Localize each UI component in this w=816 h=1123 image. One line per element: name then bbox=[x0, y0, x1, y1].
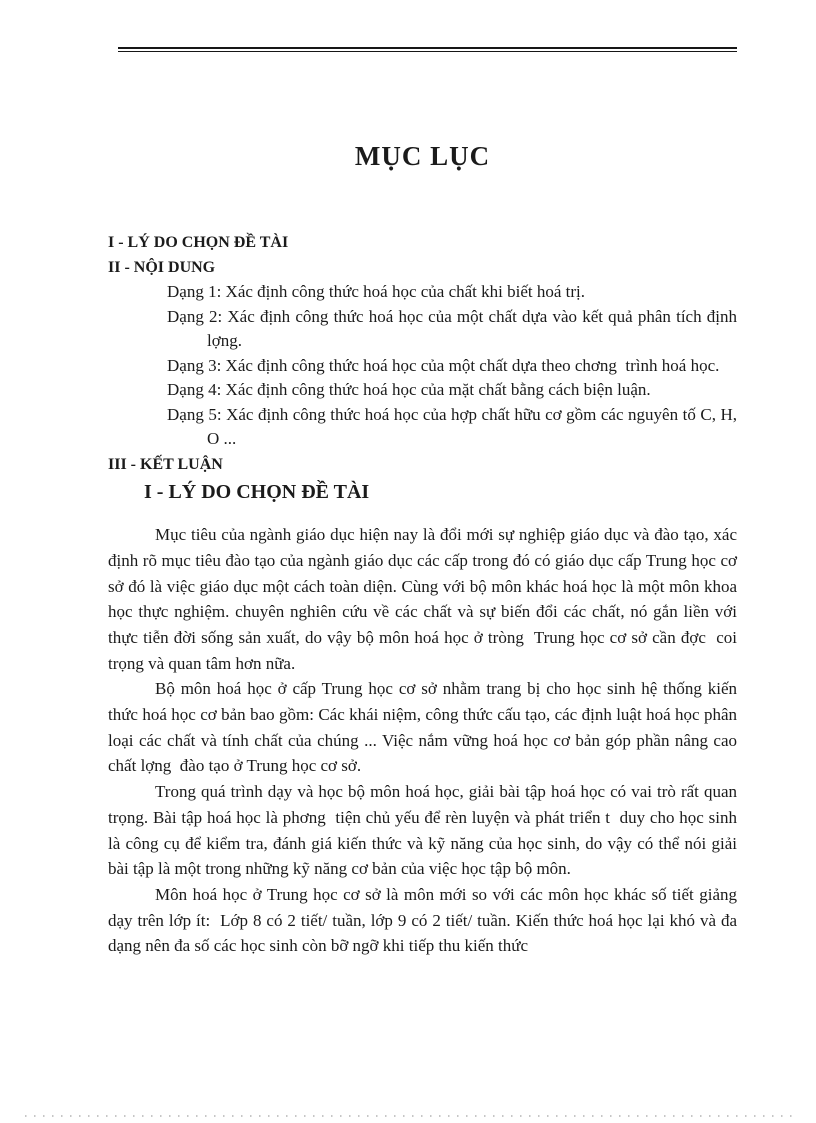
table-of-contents bbox=[108, 230, 742, 477]
top-double-rule bbox=[118, 47, 737, 52]
paragraph: Trong quá trình dạy và học bộ môn hoá học, giải bài tập hoá học có vai trò rất quan trọng. Bài tập hoá học là phơng tiện chủ yếu để rèn luyện và phát triển t duy cho học sinh là công cụ để kiểm tra, đánh giá kiến thức và kỹ năng của học sinh, do vậy có thể nói giải bài tập là một trong những kỹ năng cơ bản của việc học tập bộ môn. bbox=[108, 782, 742, 879]
section-heading: I - LÝ DO CHỌN ĐỀ TÀI bbox=[144, 480, 370, 503]
bottom-dotted-rule bbox=[25, 1115, 793, 1117]
toc-heading-noi-dung: II - NỘI DUNG bbox=[108, 259, 216, 276]
paragraph: Môn hoá học ở Trung học cơ sở là môn mới so với các môn học khác số tiết giảng dạy trên lớp ít: Lớp 8 có 2 tiết/ tuần, lớp 9 có 2 tiết/ tuần. Kiến thức hoá học lại khó và đa dạng nên đa số các học sinh còn bỡ ngỡ khi tiếp thu kiến thức bbox=[108, 884, 742, 956]
toc-heading-ket-luan: III - KẾT LUẬN bbox=[108, 455, 223, 473]
page-title: MỤC LỤC bbox=[354, 141, 491, 171]
toc-entry: Dạng 4: Xác định công thức hoá học của mặt chất bằng cách biện luận. bbox=[167, 380, 651, 399]
toc-entry: Dạng 2: Xác định công thức hoá học của một chất dựa vào kết quả phân tích định lợng. bbox=[167, 306, 742, 350]
toc-heading-ly-do-chon-de-tai: I - LÝ DO CHỌN ĐỀ TÀI bbox=[108, 234, 289, 251]
paragraph: Mục tiêu của ngành giáo dục hiện nay là đổi mới sự nghiệp giáo dục và đào tạo, xác định rõ mục tiêu đào tạo của ngành giáo dục các cấp trong đó có giáo dục cấp Trung học cơ sở đó là việc giáo dục một cách toàn diện. Cùng với bộ môn khác hoá học là một môn khoa học thực nghiệm. chuyên nghiên cứu về các chất và sự biến đổi các chất, nó gắn liền với thực tiễn đời sống sản xuất, do vậy bộ môn hoá học ở tròng Trung học cơ sở cần đợc coi trọng và quan tâm hơn nữa. bbox=[108, 525, 742, 673]
toc-entry: Dạng 1: Xác định công thức hoá học của chất khi biết hoá trị. bbox=[167, 282, 586, 301]
paragraph: Bộ môn hoá học ở cấp Trung học cơ sở nhằm trang bị cho học sinh hệ thống kiến thức hoá học cơ bản bao gồm: Các khái niệm, công thức cấu tạo, các định luật hoá học phân loại các chất và tính chất của chúng ... Việc nắm vững hoá học cơ bản góp phần nâng cao chất lợng đào tạo ở Trung học cơ sở. bbox=[108, 679, 742, 776]
toc-entry: Dạng 3: Xác định công thức hoá học của một chất dựa theo chơng trình hoá học. bbox=[167, 355, 720, 375]
section-body bbox=[108, 522, 742, 959]
toc-entry: Dạng 5: Xác định công thức hoá học của hợp chất hữu cơ gồm các nguyên tố C, H, O ... bbox=[167, 404, 742, 448]
